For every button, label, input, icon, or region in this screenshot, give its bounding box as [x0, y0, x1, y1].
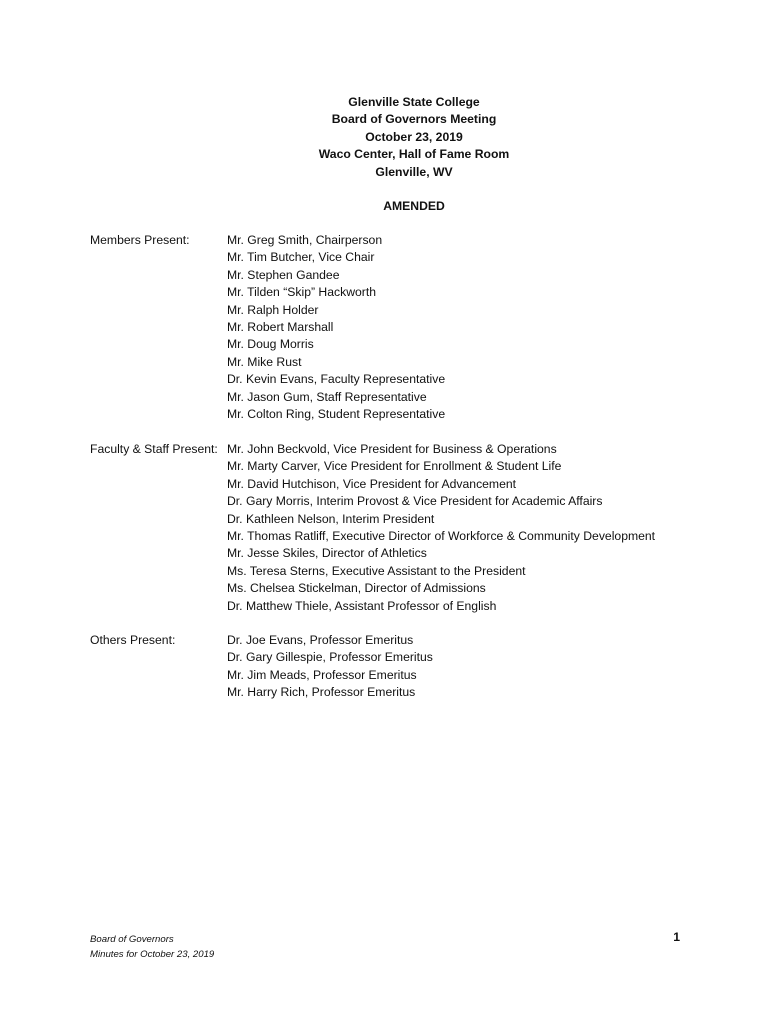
attendee-name: Mr. Harry Rich, Professor Emeritus: [227, 685, 416, 700]
attendee-name: Ms. Teresa Sterns, Executive Assistant to the President: [227, 563, 526, 578]
meeting-location: Waco Center, Hall of Fame Room: [318, 147, 510, 162]
amended-label: AMENDED: [383, 199, 445, 214]
attendee-name: Mr. Jason Gum, Staff Representative: [227, 389, 427, 404]
attendee-name: Mr. Tilden “Skip” Hackworth: [227, 285, 376, 300]
attendee-name: Mr. Thomas Ratliff, Executive Director of Workforce & Community Development: [227, 529, 656, 544]
attendee-name: Mr. David Hutchison, Vice President for Advancement: [227, 476, 517, 491]
attendee-name: Dr. Kevin Evans, Faculty Representative: [227, 372, 446, 387]
attendee-name: Mr. Greg Smith, Chairperson: [227, 233, 383, 247]
attendee-name: Dr. Gary Gillespie, Professor Emeritus: [227, 650, 433, 665]
attendee-name: Mr. Doug Morris: [227, 337, 314, 352]
attendee-name: Dr. Matthew Thiele, Assistant Professor of English: [227, 598, 497, 613]
attendee-name: Dr. Joe Evans, Professor Emeritus: [227, 633, 414, 647]
footer-minutes-date: Minutes for October 23, 2019: [90, 949, 215, 960]
attendee-name: Mr. Robert Marshall: [227, 320, 334, 335]
faculty-staff-present-list: [227, 441, 655, 615]
document-header: [0, 94, 770, 215]
faculty-staff-present-label: Faculty & Staff Present:: [90, 442, 218, 456]
attendee-name: Mr. Jesse Skiles, Director of Athletics: [227, 546, 427, 561]
attendee-name: Mr. John Beckvold, Vice President for Business & Operations: [227, 442, 557, 456]
attendee-name: Mr. Tim Butcher, Vice Chair: [227, 250, 375, 265]
attendee-name: Mr. Ralph Holder: [227, 302, 319, 317]
meeting-date: October 23, 2019: [365, 129, 463, 144]
attendee-name: Ms. Chelsea Stickelman, Director of Admissions: [227, 581, 486, 596]
others-present-label: Others Present:: [90, 633, 176, 647]
footer-board-name: Board of Governors: [90, 934, 174, 945]
others-present-list: [227, 632, 433, 702]
attendee-name: Mr. Colton Ring, Student Representative: [227, 407, 446, 422]
attendee-name: Dr. Kathleen Nelson, Interim President: [227, 511, 435, 526]
attendee-name: Mr. Mike Rust: [227, 354, 302, 369]
institution-name: Glenville State College: [348, 95, 480, 109]
attendee-name: Mr. Stephen Gandee: [227, 267, 340, 282]
attendee-name: Dr. Gary Morris, Interim Provost & Vice President for Academic Affairs: [227, 494, 603, 509]
members-present-label: Members Present:: [90, 233, 190, 247]
attendee-name: Mr. Jim Meads, Professor Emeritus: [227, 667, 417, 682]
attendee-name: Mr. Marty Carver, Vice President for Enrollment & Student Life: [227, 459, 562, 474]
page-number: 1: [673, 930, 680, 944]
meeting-title: Board of Governors Meeting: [331, 112, 497, 127]
meeting-city: Glenville, WV: [375, 164, 453, 179]
members-present-list: [227, 232, 445, 423]
page-footer: [90, 932, 214, 962]
